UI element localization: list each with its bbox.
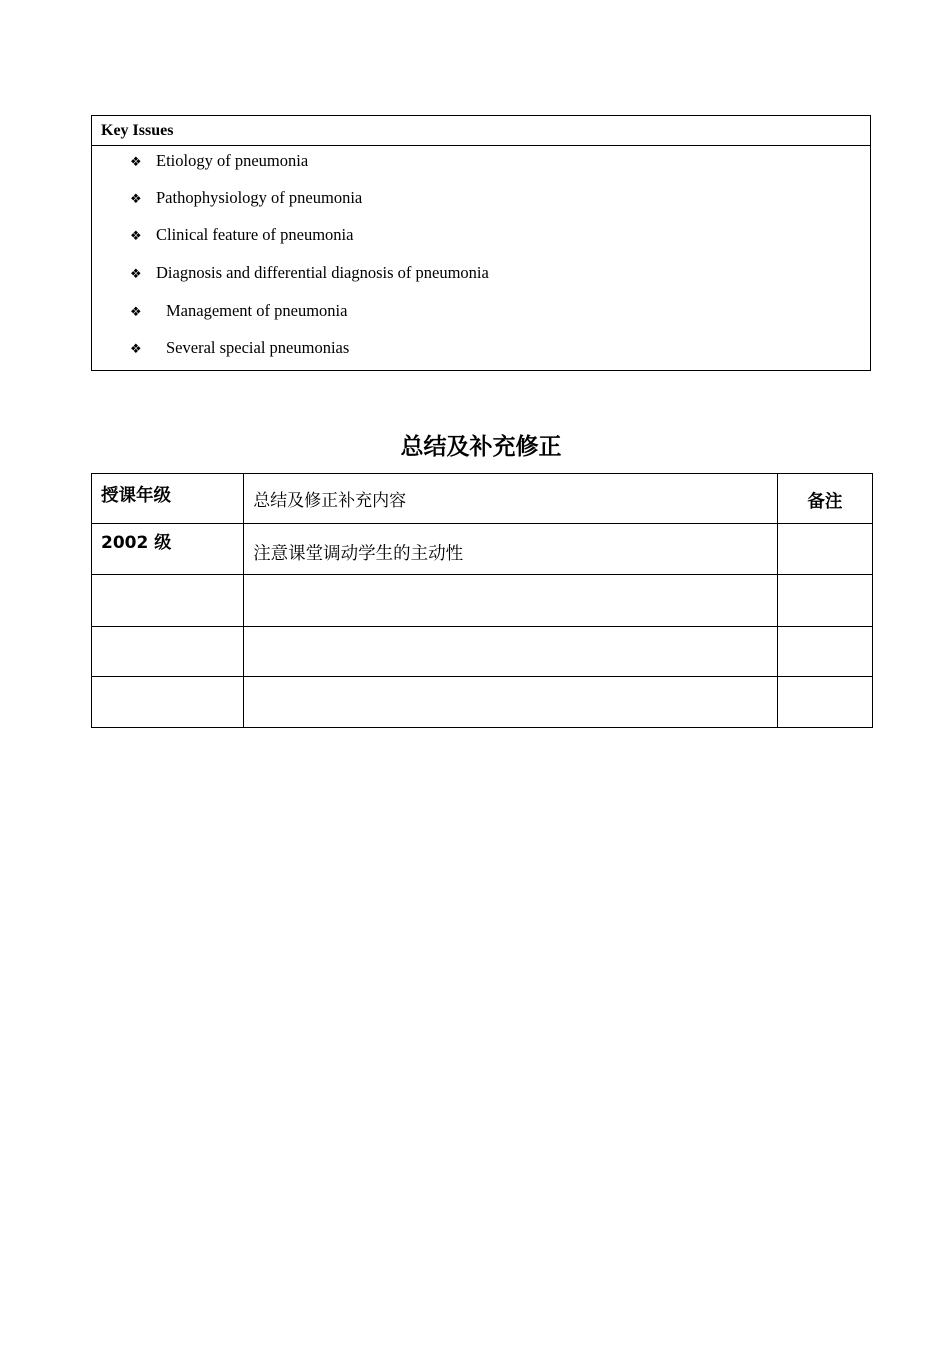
key-issue-text: Clinical feature of pneumonia <box>156 225 354 244</box>
table-row <box>92 677 873 728</box>
key-issue-item <box>130 261 489 285</box>
table-row <box>92 627 873 677</box>
summary-title: 总结及补充修正 <box>400 434 562 460</box>
cell-grade <box>92 575 244 627</box>
table-row <box>92 575 873 627</box>
cell-note <box>777 677 872 728</box>
cell-grade <box>92 677 244 728</box>
cell-grade: 2002 级 <box>92 524 244 575</box>
diamond-bullet-icon: ❖ <box>130 267 142 282</box>
key-issue-item <box>130 186 362 210</box>
cell-note <box>777 524 872 575</box>
key-issues-box <box>91 115 871 371</box>
key-issue-item <box>130 299 347 323</box>
cell-content: 注意课堂调动学生的主动性 <box>244 524 778 575</box>
table-row <box>92 524 873 575</box>
header-grade: 授课年级 <box>92 474 244 524</box>
cell-grade <box>92 627 244 677</box>
diamond-bullet-icon: ❖ <box>130 192 142 207</box>
key-issue-item <box>130 149 308 173</box>
header-content: 总结及修正补充内容 <box>244 474 778 524</box>
table-header-row <box>92 474 873 524</box>
key-issue-text: Etiology of pneumonia <box>156 151 309 170</box>
diamond-bullet-icon: ❖ <box>130 155 142 170</box>
key-issues-title: Key Issues <box>92 116 870 146</box>
cell-content <box>244 575 778 627</box>
diamond-bullet-icon: ❖ <box>130 305 142 320</box>
header-note: 备注 <box>777 474 872 524</box>
cell-note <box>777 627 872 677</box>
key-issue-text: Pathophysiology of pneumonia <box>156 188 363 207</box>
key-issue-text: Diagnosis and differential diagnosis of pneumonia <box>156 263 489 282</box>
key-issue-item <box>130 336 349 360</box>
diamond-bullet-icon: ❖ <box>130 342 142 357</box>
key-issue-text: Management of pneumonia <box>166 301 348 320</box>
key-issue-text: Several special pneumonias <box>166 338 350 357</box>
key-issue-item <box>130 223 353 247</box>
cell-note <box>777 575 872 627</box>
summary-table <box>91 473 873 728</box>
cell-content <box>244 677 778 728</box>
cell-content <box>244 627 778 677</box>
diamond-bullet-icon: ❖ <box>130 229 142 244</box>
